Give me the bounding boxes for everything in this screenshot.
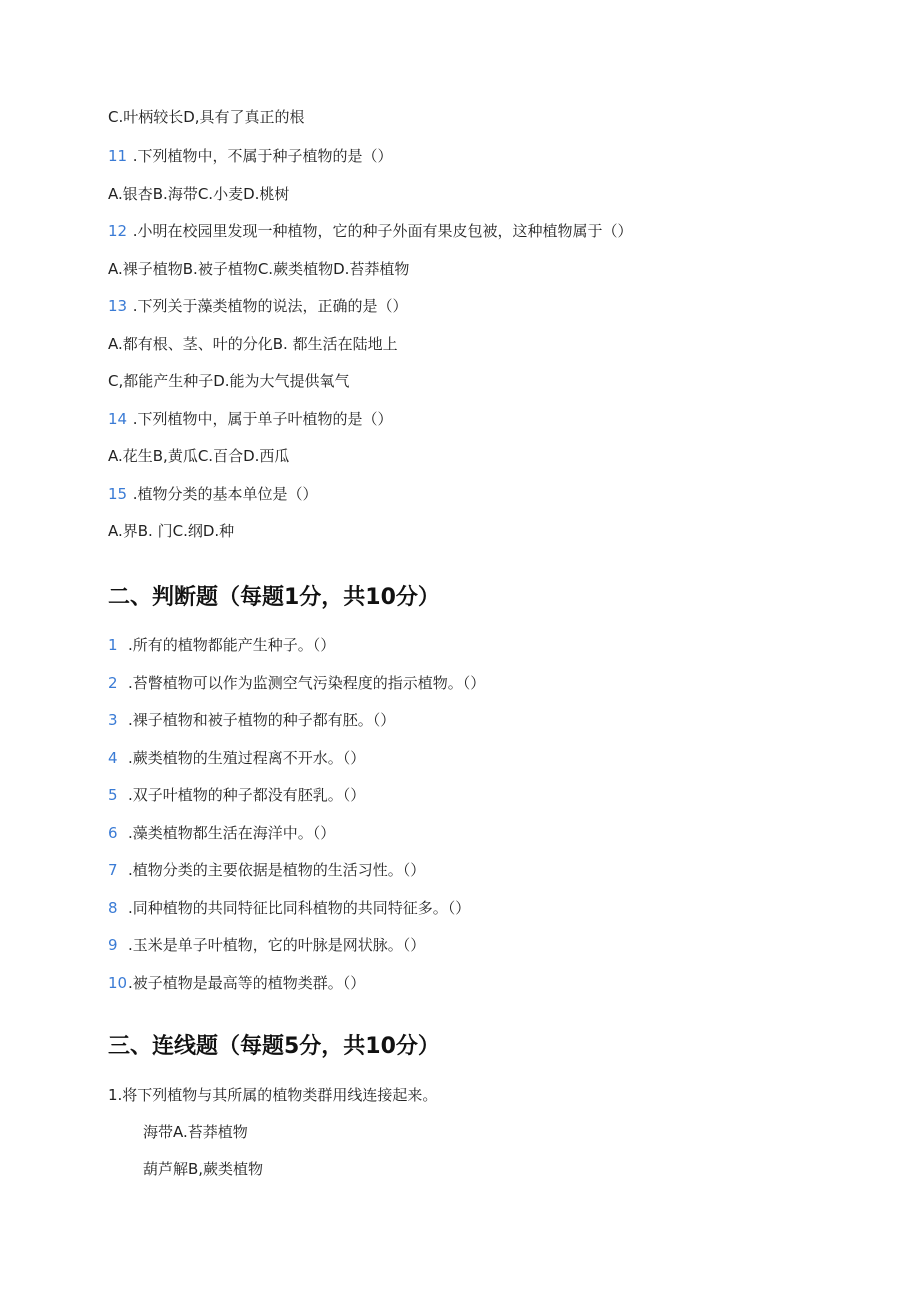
q10-options-cd: C.叶柄较长D,具有了真正的根: [108, 108, 305, 126]
item-number: 1: [108, 636, 118, 654]
q15-options: A.界B. 门C.纲D.种: [108, 522, 235, 540]
item-text: .玉米是单子叶植物，它的叶脉是网状脉。（）: [128, 936, 426, 954]
item-text: .裸子植物和被子植物的种子都有胚。（）: [128, 711, 396, 729]
item-number: 6: [108, 824, 118, 842]
question-number: 11: [108, 147, 128, 165]
q14-options: A.花生B,黄瓜C.百合D.西瓜: [108, 447, 290, 465]
item-text: .蕨类植物的生殖过程离不开水。（）: [128, 749, 366, 767]
item-text: .双子叶植物的种子都没有胚乳。（）: [128, 786, 366, 804]
question-number: 15: [108, 485, 128, 503]
item-number: 10: [108, 974, 128, 992]
tf-item: [108, 860, 425, 880]
question-text: .下列植物中，不属于种子植物的是（）: [132, 147, 393, 165]
q13-options-cd: C,都能产生种子D.能为大气提供氧气: [108, 372, 350, 390]
question-number: 13: [108, 297, 128, 315]
item-number: 3: [108, 711, 118, 729]
matching-question-1: 1.将下列植物与其所属的植物类群用线连接起来。: [108, 1086, 438, 1104]
question-text: .下列关于藻类植物的说法，正确的是（）: [132, 297, 408, 315]
tf-item: [108, 823, 335, 843]
q12-options: A.裸子植物B.被子植物C.蕨类植物D.苔莽植物: [108, 260, 410, 278]
item-text: .所有的植物都能产生种子。（）: [128, 636, 336, 654]
item-text: .藻类植物都生活在海洋中。（）: [128, 824, 336, 842]
item-number: 4: [108, 749, 118, 767]
section-title-matching: 三、连线题（每题5分，共10分）: [108, 1034, 440, 1059]
question-13: [108, 296, 408, 316]
question-15: [108, 484, 318, 504]
item-text: .植物分类的主要依据是植物的生活习性。（）: [128, 861, 426, 879]
question-11: [108, 146, 393, 166]
question-14: [108, 409, 393, 429]
section-title-true-false: 二、判断题（每题1分，共10分）: [108, 585, 440, 610]
question-text: .下列植物中，属于单子叶植物的是（）: [132, 410, 393, 428]
matching-pair: 海带A.苔莽植物: [143, 1123, 248, 1141]
item-number: 9: [108, 936, 118, 954]
q13-options-ab: A.都有根、茎、叶的分化B. 都生活在陆地上: [108, 335, 398, 353]
question-text: .小明在校园里发现一种植物，它的种子外面有果皮包被，这种植物属于（）: [132, 222, 633, 240]
item-text: .苔瞥植物可以作为监测空气污染程度的指示植物。（）: [128, 674, 486, 692]
tf-item: [108, 635, 335, 655]
matching-pair: 葫芦解B,蕨类植物: [143, 1160, 264, 1178]
item-number: 5: [108, 786, 118, 804]
tf-item: [108, 673, 485, 693]
tf-item: [108, 935, 425, 955]
question-number: 14: [108, 410, 128, 428]
tf-item: [108, 710, 395, 730]
tf-item: [108, 748, 365, 768]
tf-item: [108, 973, 365, 993]
q11-options: A.银杏B.海带C.小麦D.桃树: [108, 185, 290, 203]
item-text: .被子植物是最高等的植物类群。（）: [128, 974, 366, 992]
question-text: .植物分类的基本单位是（）: [132, 485, 318, 503]
question-12: [108, 221, 633, 241]
item-number: 7: [108, 861, 118, 879]
tf-item: [108, 785, 365, 805]
question-number: 12: [108, 222, 128, 240]
tf-item: [108, 898, 470, 918]
item-number: 8: [108, 899, 118, 917]
item-number: 2: [108, 674, 118, 692]
item-text: .同种植物的共同特征比同科植物的共同特征多。（）: [128, 899, 471, 917]
